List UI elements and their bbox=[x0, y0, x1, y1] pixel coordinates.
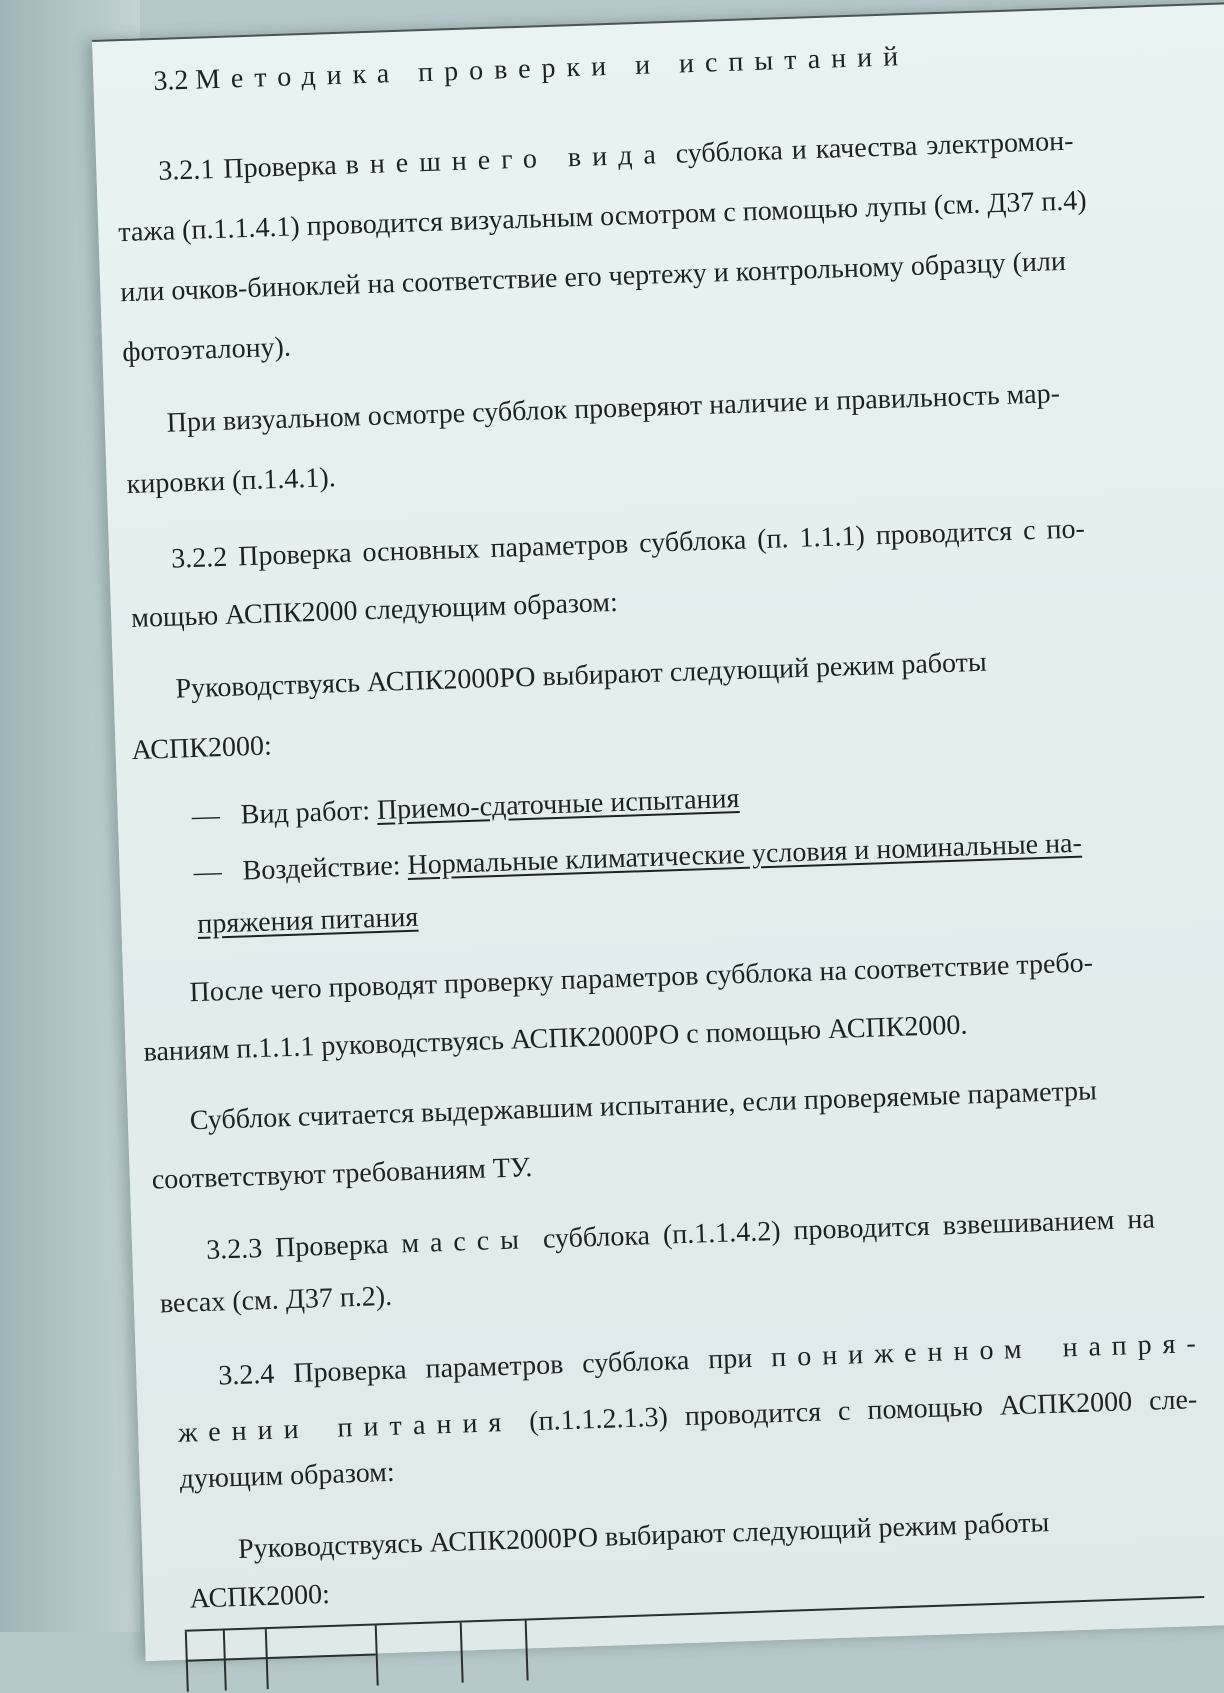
text: субблока (п.1.1.4.2) проводится взвешиванием на bbox=[542, 1203, 1156, 1255]
text: 3.2.3 Проверка bbox=[205, 1228, 389, 1266]
spaced-text: массы bbox=[400, 1224, 531, 1260]
item-value: Приемо-сдаточные испытания bbox=[376, 782, 740, 826]
item-value: Нормальные климатические условия и номинальные на- bbox=[406, 827, 1083, 881]
item-label: Воздействие: bbox=[242, 850, 402, 887]
after-line2: ваниям п.1.1.1 руководствуясь АСПК2000РО с помощью АСПК2000. bbox=[143, 1009, 968, 1068]
p322-line1: 3.2.2 Проверка основных параметров субблока (п. 1.1.1) проводится с по- bbox=[170, 513, 1086, 575]
after-line1: После чего проводят проверку параметров субблока на соответствие требо- bbox=[189, 947, 1094, 1009]
mode2-line2: АСПК2000: bbox=[189, 1578, 331, 1615]
marking-line1: При визуальном осмотре субблок проверяют наличие и правильность мар- bbox=[166, 378, 1061, 439]
mode2-line1: Руководствуясь АСПК2000РО выбирают следующий режим работы bbox=[237, 1507, 1050, 1565]
text: 3.2.1 Проверка bbox=[157, 149, 338, 187]
mode1-line1: Руководствуясь АСПК2000РО выбирают следующий режим работы bbox=[175, 646, 988, 705]
p323-line2: весах (см. Д37 п.2). bbox=[159, 1280, 393, 1320]
p321-line2: тажа (п.1.1.4.1) проводится визуальным осмотром с помощью лупы (см. Д37 п.4) bbox=[117, 185, 1088, 249]
text: (п.1.1.2.1.3) проводится с помощью АСПК2000 сле- bbox=[528, 1384, 1198, 1438]
spaced-text: жении питания bbox=[177, 1406, 513, 1449]
pass-line2: соответствуют требованиям ТУ. bbox=[151, 1152, 533, 1196]
frame-line bbox=[186, 1653, 376, 1661]
p321-line1 bbox=[158, 118, 1189, 192]
p321-line4: фотоэталону). bbox=[121, 331, 292, 369]
dash: — bbox=[193, 856, 223, 889]
section-heading: Методика проверки и испытаний bbox=[194, 40, 910, 96]
item-value: пряжения питания bbox=[196, 901, 419, 940]
spaced-text: пониженном напря- bbox=[770, 1327, 1208, 1374]
mode1-line2: АСПК2000: bbox=[131, 730, 273, 767]
text: 3.2.4 Проверка параметров субблока при bbox=[217, 1342, 753, 1392]
p324-line3: дующим образом: bbox=[179, 1456, 396, 1495]
text: субблока и качества электромон- bbox=[675, 125, 1074, 170]
pass-line1: Субблок считается выдержавшим испытание, если проверяемые параметры bbox=[189, 1075, 1098, 1137]
document-page bbox=[92, 1, 1224, 1661]
p322-line2: мощью АСПК2000 следующим образом: bbox=[130, 586, 619, 635]
marking-line2: кировки (п.1.4.1). bbox=[126, 462, 337, 501]
spaced-text: внешнего вида bbox=[345, 139, 668, 181]
dash: — bbox=[191, 800, 221, 833]
p321-line3: или очков-биноклей на соответствие его чертежу и контрольному образцу (или bbox=[119, 245, 1067, 309]
section-number: 3.2 bbox=[152, 64, 189, 97]
frame-line bbox=[525, 1620, 529, 1680]
section-title bbox=[153, 28, 1184, 102]
item-label: Вид работ: bbox=[240, 795, 371, 831]
